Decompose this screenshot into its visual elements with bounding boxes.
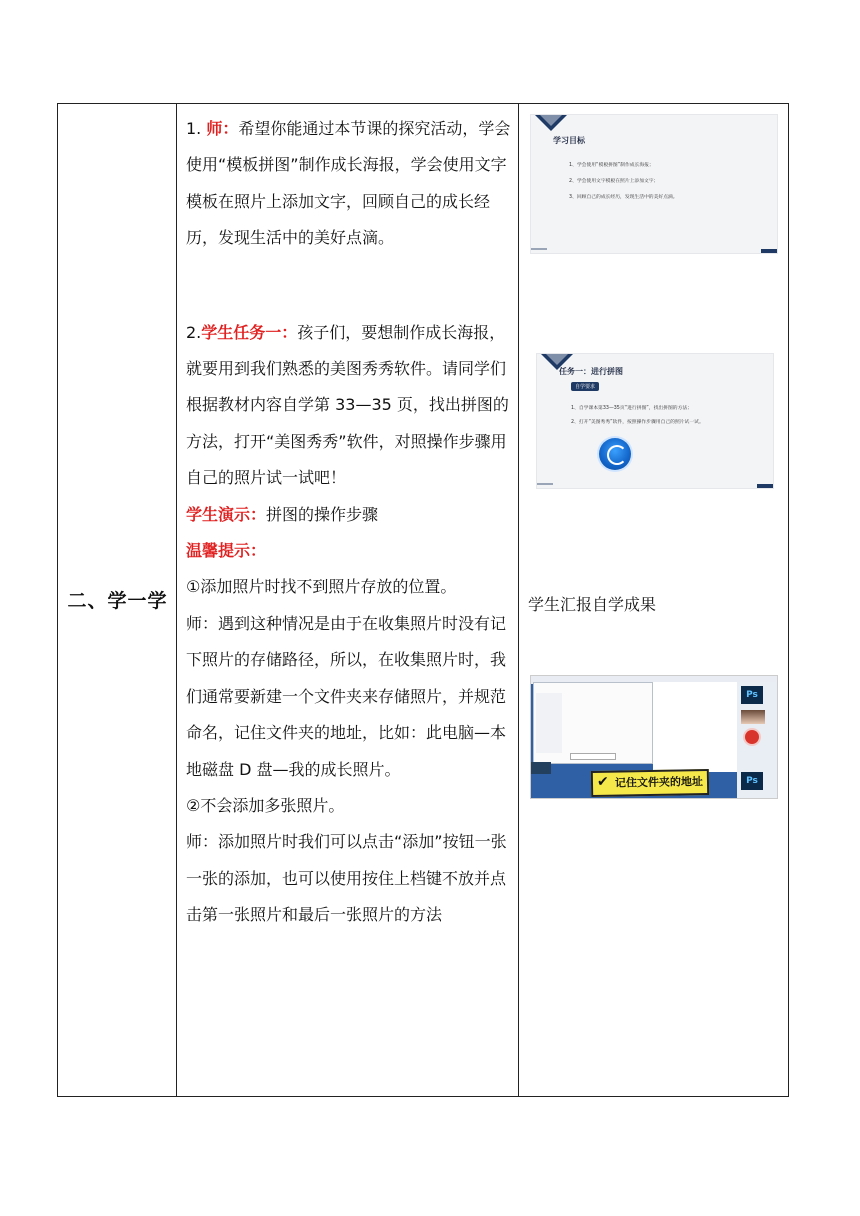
slide-item: 2、打开“美图秀秀”软件，按照操作步骤用自己的照片试一试。	[571, 420, 704, 425]
demo-label: 学生演示：	[186, 504, 267, 524]
item-number: 2.	[186, 322, 202, 342]
report-text: 学生汇报自学成果	[528, 595, 657, 614]
slide-footer-bar	[537, 483, 553, 485]
media-column	[520, 104, 788, 1096]
slide-footer-bar	[531, 248, 547, 250]
slide-item: 3、回顾自己的成长经历，发现生活中的美好点滴。	[569, 195, 678, 200]
filename-field	[570, 753, 616, 760]
task-label: 学生任务一：	[201, 322, 298, 342]
tip-two: ②不会添加多张照片。	[186, 795, 345, 815]
photoshop-icon: Ps	[741, 686, 763, 704]
checkmark-icon: ✔	[597, 774, 609, 790]
photoshop-icon: Ps	[741, 772, 763, 790]
teacher-label: 师：	[206, 119, 239, 138]
corner-triangle	[540, 115, 562, 126]
corner-triangle	[546, 354, 568, 365]
slide-item: 2、学会使用文字模板在照片上添加文字；	[569, 179, 659, 184]
app-icon	[745, 730, 759, 744]
section-column	[58, 104, 177, 1096]
file-dialog	[533, 682, 653, 764]
slide-item: 1、自学课本第33—35页“进行拼图”，找出拼图的方法；	[571, 406, 692, 411]
tip-one-answer: 师：遇到这种情况是由于在收集照片时没有记下照片的存储路径，所以，在收集照片时，我们通常要新建一个文件夹来存储照片，并规范命名，记住文件夹的地址，比如：此电脑—本地磁盘 D 盘—我的成长照片。	[186, 613, 507, 779]
paragraph-task-one	[186, 315, 512, 497]
software-screenshot	[530, 675, 778, 799]
lesson-table	[57, 103, 789, 1097]
slide-title: 任务一：进行拼图	[559, 367, 623, 376]
paragraph-objective	[186, 111, 512, 257]
slide-footer-bar	[757, 484, 773, 488]
slide-badge: 自学要求	[571, 382, 599, 391]
meitu-logo-icon	[599, 438, 631, 470]
tip-two-answer: 师：添加照片时我们可以点击“添加”按钮一张一张的添加，也可以使用按住上档键不放并点击第一张照片和最后一张照片的方法	[186, 832, 507, 925]
task-text: 孩子们，要想制作成长海报，就要用到我们熟悉的美图秀秀软件。请同学们根据教材内容自学第 33—35 页，找出拼图的方法，打开“美图秀秀”软件，对照操作步骤用自己的照片试一试吧！	[186, 322, 509, 488]
photo-icon	[741, 710, 765, 724]
slide-footer-bar	[761, 249, 777, 253]
content-column	[186, 111, 512, 934]
taskbar-thumbnail	[531, 762, 551, 774]
slide-thumbnail-task	[536, 353, 774, 489]
item-number: 1.	[186, 119, 207, 138]
editor-panel	[653, 682, 737, 772]
slide-item: 1、学会使用“模板拼图”制作成长海报；	[569, 163, 654, 168]
column-divider	[518, 104, 519, 1096]
tip-one: ①添加照片时找不到照片存放的位置。	[186, 577, 457, 597]
folder-tree	[536, 693, 562, 753]
slide-thumbnail-objectives	[530, 114, 778, 254]
demo-text: 拼图的操作步骤	[266, 504, 379, 524]
remember-folder-banner: 记住文件夹的地址	[591, 769, 709, 797]
slide-title: 学习目标	[553, 136, 585, 145]
section-label: 二、学一学	[67, 590, 168, 612]
paragraph-demo	[186, 497, 512, 533]
objective-text: 希望你能通过本节课的探究活动，学会使用“模板拼图”制作成长海报，学会使用文字模板在照片上添加文字，回顾自己的成长经历，发现生活中的美好点滴。	[186, 119, 511, 248]
tip-label: 温馨提示：	[186, 541, 267, 561]
